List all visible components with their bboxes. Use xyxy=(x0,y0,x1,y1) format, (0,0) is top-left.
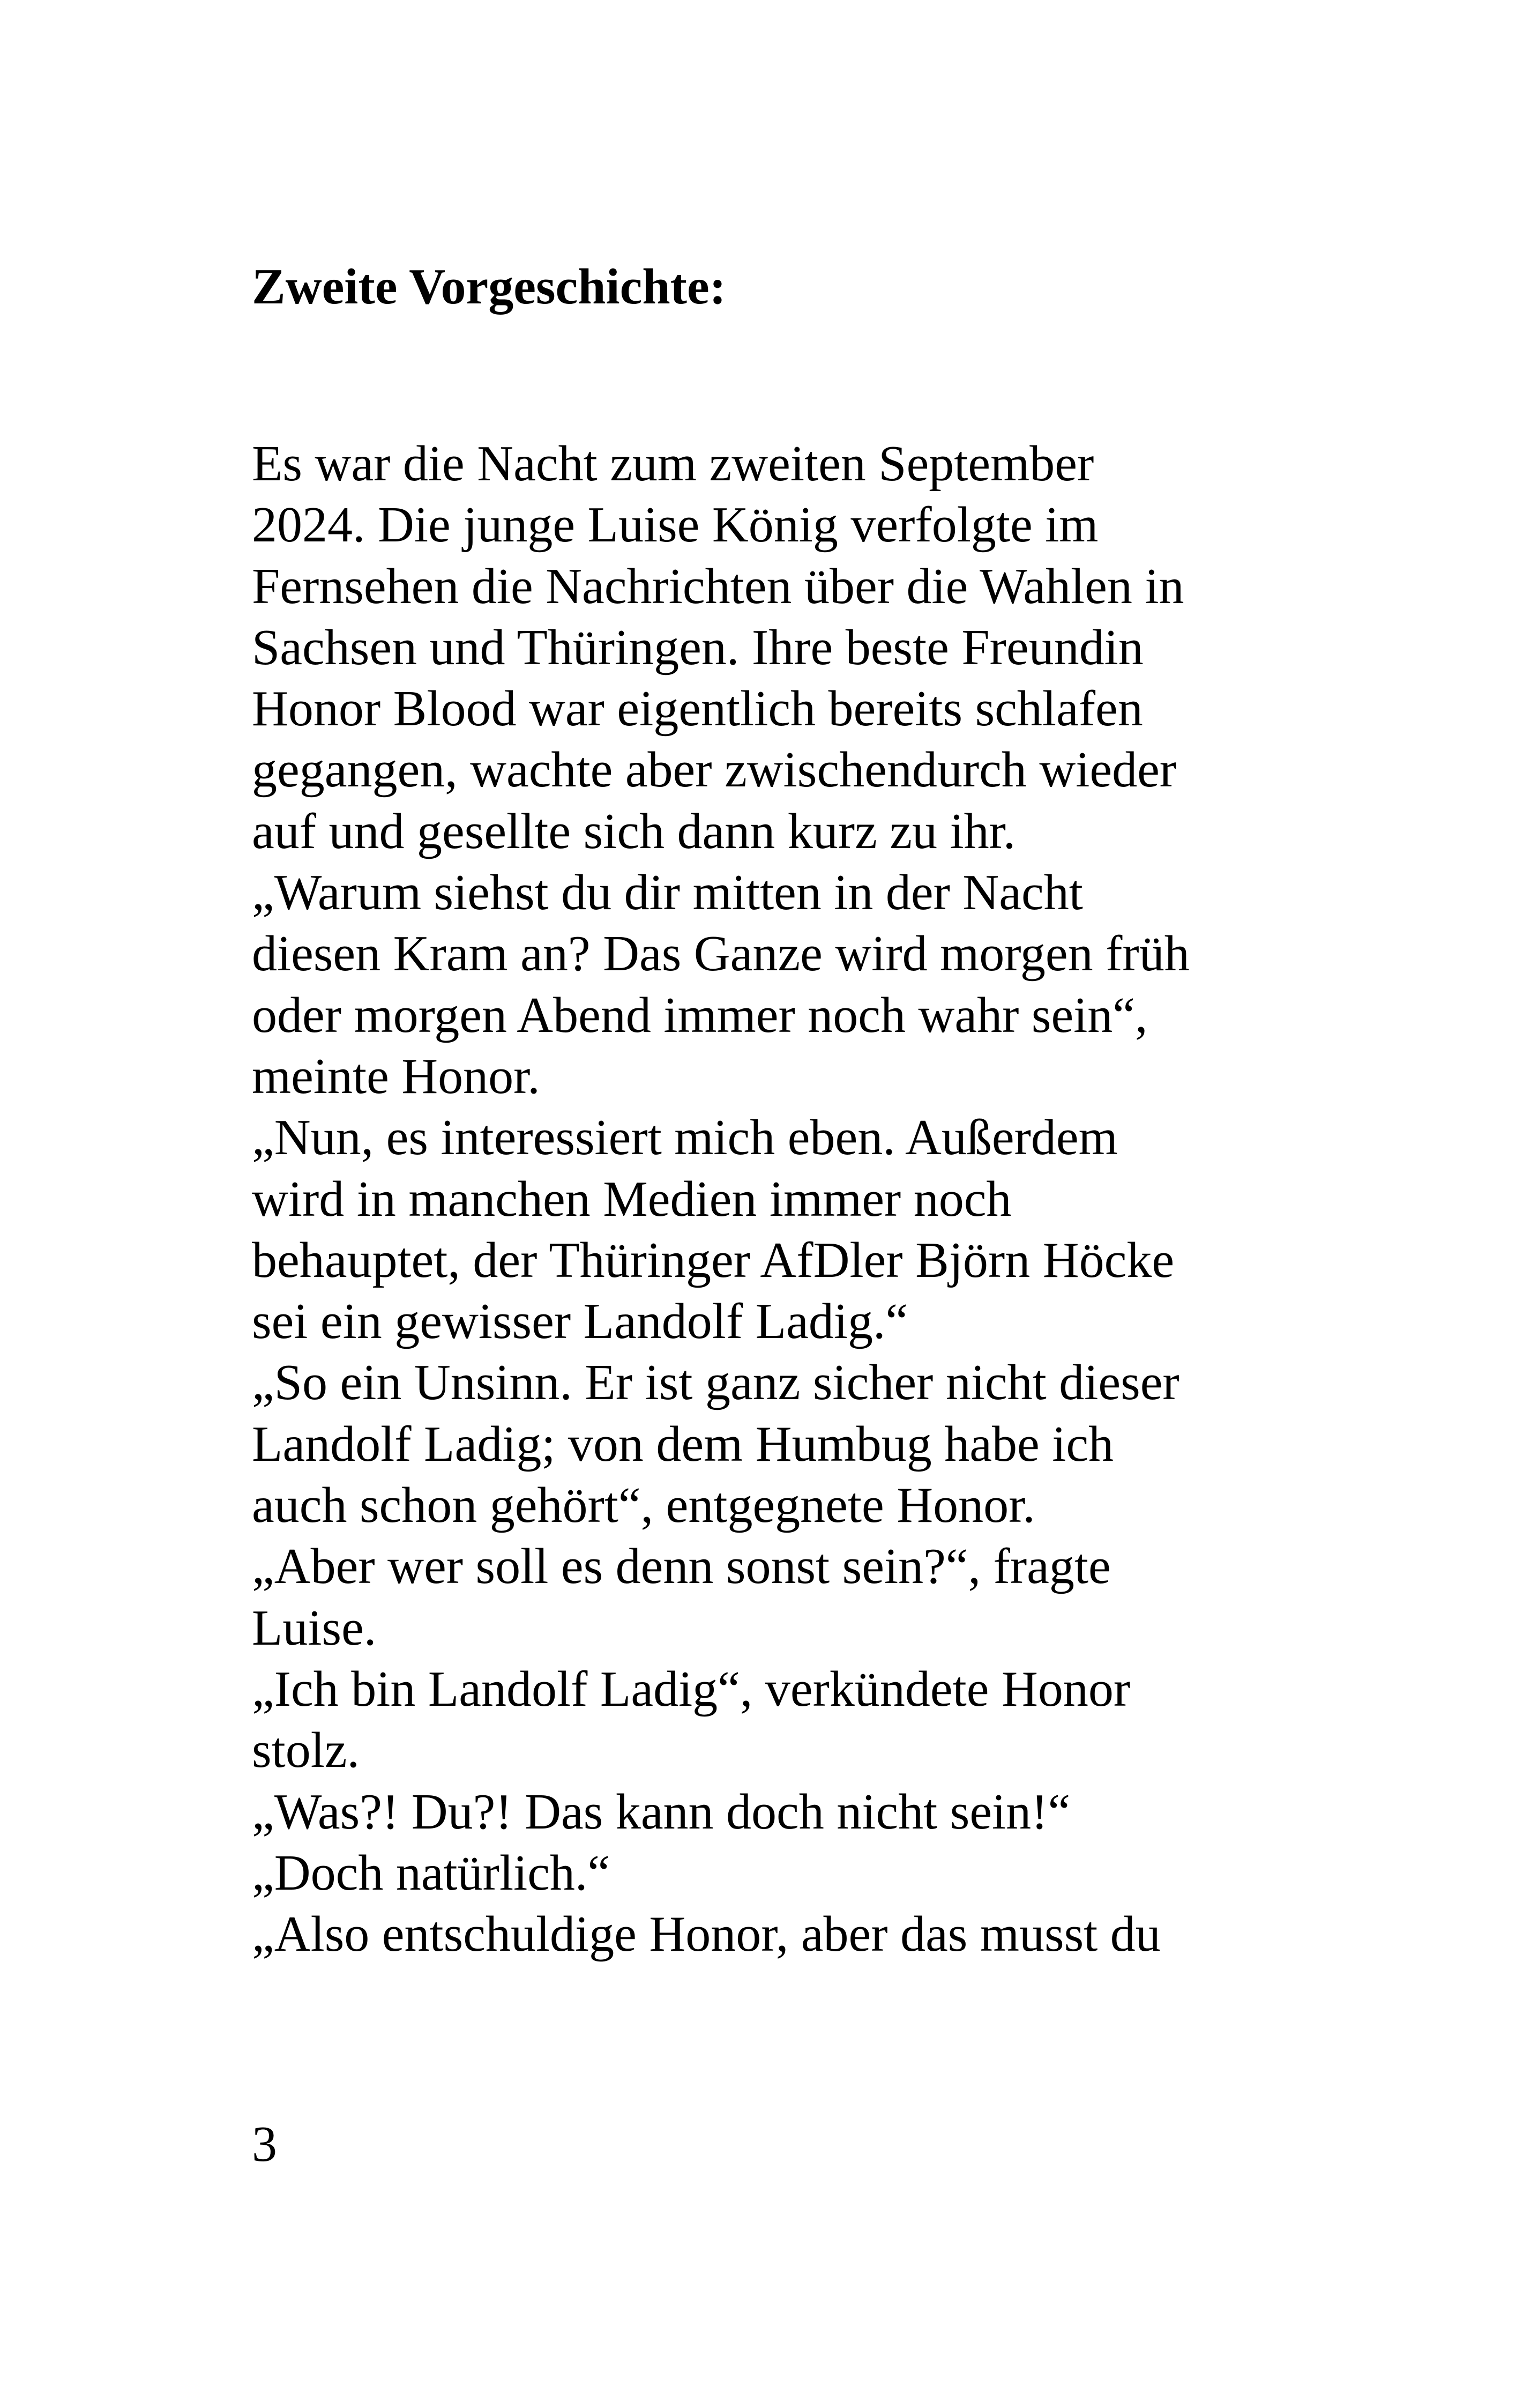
text-line: gegangen, wachte aber zwischendurch wieder xyxy=(252,742,1177,798)
text-line: auf und gesellte sich dann kurz zu ihr. xyxy=(252,803,1016,859)
text-line: Honor Blood war eigentlich bereits schlafen xyxy=(252,681,1143,737)
text-line: Landolf Ladig; von dem Humbug habe ich xyxy=(252,1416,1114,1472)
text-line: „Also entschuldige Honor, aber das musst du xyxy=(252,1906,1161,1963)
text-line: 2024. Die junge Luise König verfolgte im xyxy=(252,497,1099,553)
text-line: „So ein Unsinn. Er ist ganz sicher nicht dieser xyxy=(252,1355,1179,1411)
text-line: Sachsen und Thüringen. Ihre beste Freundin xyxy=(252,619,1144,675)
text-line: „Nun, es interessiert mich eben. Außerdem xyxy=(252,1110,1118,1166)
body-text xyxy=(252,433,1458,1965)
text-line: diesen Kram an? Das Ganze wird morgen früh xyxy=(252,926,1190,982)
text-line: Fernsehen die Nachrichten über die Wahlen in xyxy=(252,558,1184,614)
text-line: meinte Honor. xyxy=(252,1048,540,1104)
text-line: stolz. xyxy=(252,1722,360,1779)
chapter-heading: Zweite Vorgeschichte: xyxy=(252,259,726,315)
text-line: „Ich bin Landolf Ladig“, verkündete Honor xyxy=(252,1661,1131,1717)
text-line: „Aber wer soll es denn sonst sein?“, fragte xyxy=(252,1539,1111,1595)
text-line: Es war die Nacht zum zweiten September xyxy=(252,436,1094,492)
text-line: „Was?! Du?! Das kann doch nicht sein!“ xyxy=(252,1783,1071,1840)
text-line: oder morgen Abend immer noch wahr sein“, xyxy=(252,987,1148,1043)
text-line: auch schon gehört“, entgegnete Honor. xyxy=(252,1477,1035,1534)
text-line: wird in manchen Medien immer noch xyxy=(252,1171,1012,1227)
page-number: 3 xyxy=(252,2116,277,2172)
text-line: behauptet, der Thüringer AfDler Björn Höcke xyxy=(252,1232,1175,1288)
text-line: sei ein gewisser Landolf Ladig.“ xyxy=(252,1294,908,1350)
text-line: Luise. xyxy=(252,1600,377,1656)
text-line: „Doch natürlich.“ xyxy=(252,1845,610,1901)
text-line: „Warum siehst du dir mitten in der Nacht xyxy=(252,865,1083,921)
